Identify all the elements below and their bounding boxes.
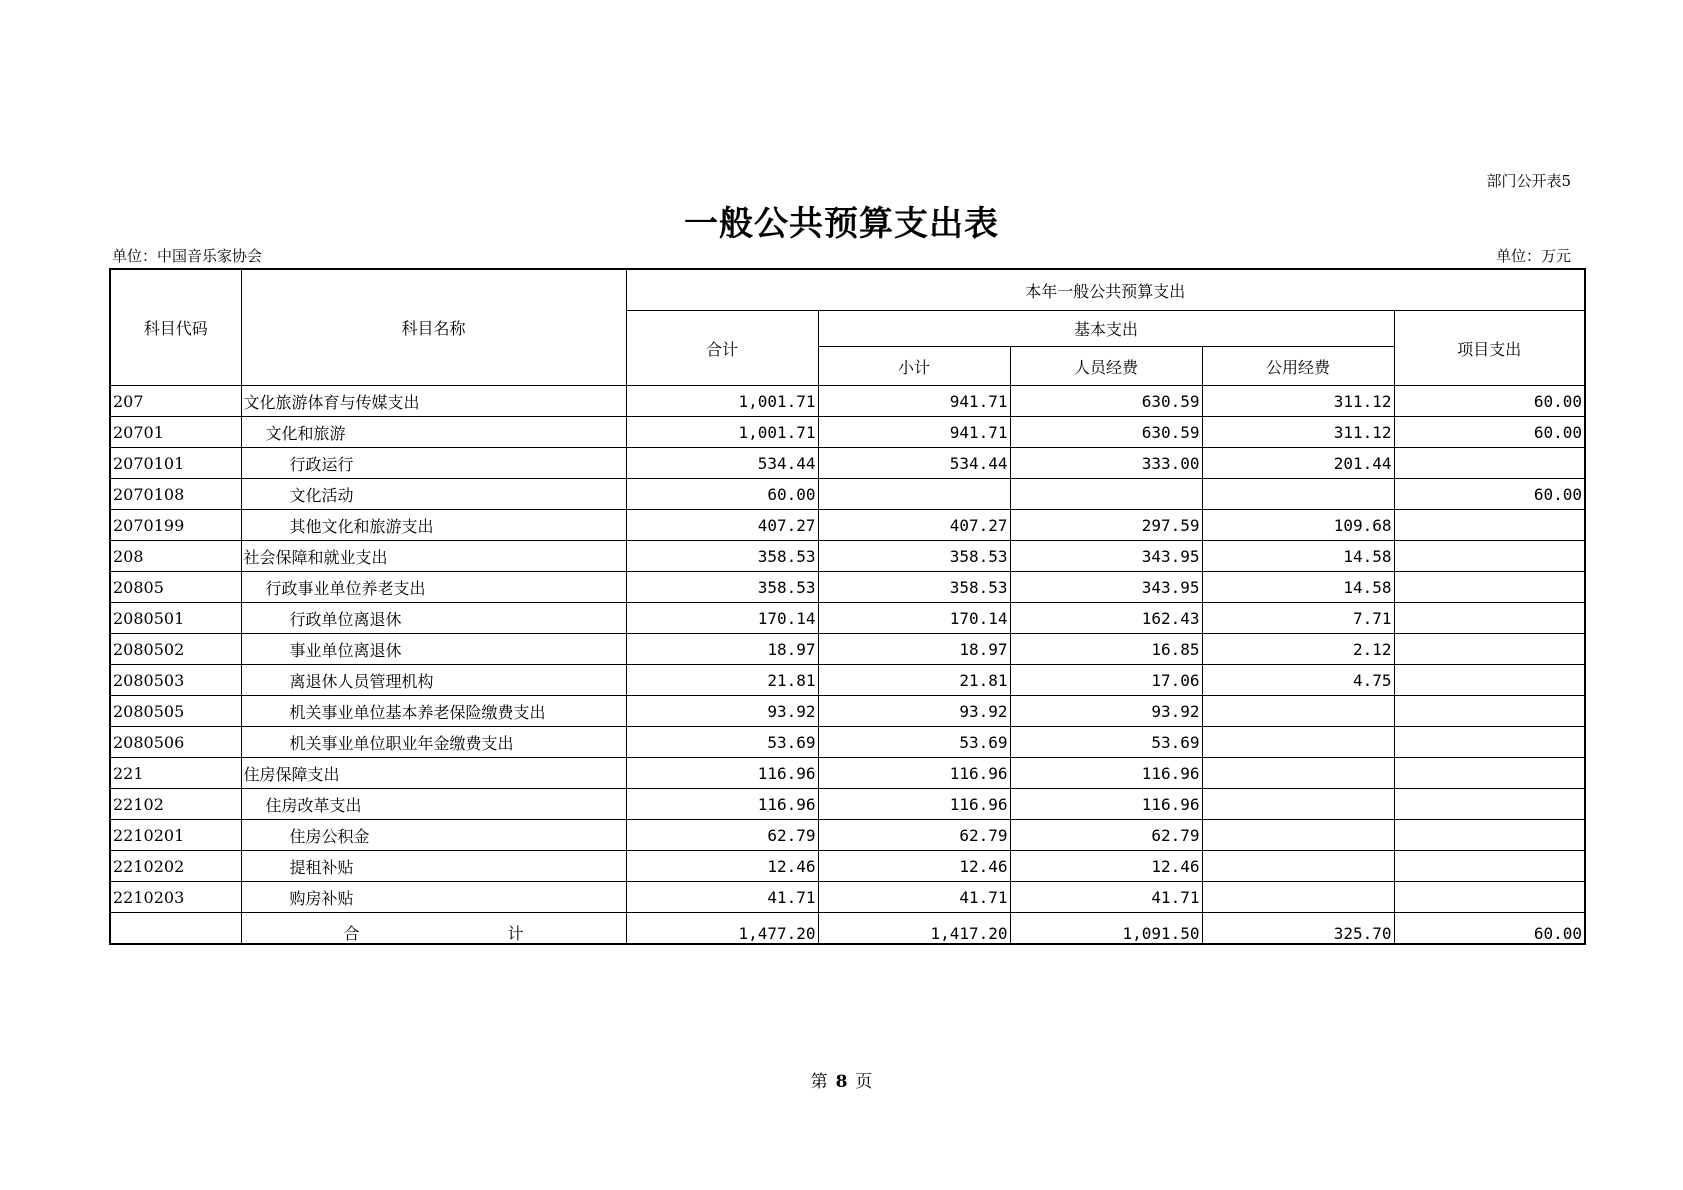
row-project	[1394, 448, 1585, 479]
row-project	[1394, 758, 1585, 789]
row-subtotal: 407.27	[818, 510, 1010, 541]
row-total: 60.00	[626, 479, 818, 510]
row-public	[1202, 727, 1394, 758]
row-subtotal: 41.71	[818, 882, 1010, 913]
row-name: 住房保障支出	[241, 758, 626, 789]
row-subtotal: 941.71	[818, 417, 1010, 448]
row-project	[1394, 510, 1585, 541]
row-name: 文化和旅游	[241, 417, 626, 448]
row-name: 文化旅游体育与传媒支出	[241, 386, 626, 417]
row-personnel: 116.96	[1010, 789, 1202, 820]
total-label-cell	[241, 913, 626, 945]
row-total: 1,001.71	[626, 417, 818, 448]
col-header-code: 科目代码	[110, 269, 241, 386]
row-code: 22102	[110, 789, 241, 820]
total-code-cell	[110, 913, 241, 945]
row-code: 2080502	[110, 634, 241, 665]
row-name: 机关事业单位职业年金缴费支出	[241, 727, 626, 758]
row-name: 购房补贴	[241, 882, 626, 913]
row-name: 行政事业单位养老支出	[241, 572, 626, 603]
total-project: 60.00	[1394, 913, 1585, 945]
row-code: 20805	[110, 572, 241, 603]
row-personnel: 343.95	[1010, 572, 1202, 603]
row-total: 358.53	[626, 541, 818, 572]
row-code: 221	[110, 758, 241, 789]
row-code: 2080505	[110, 696, 241, 727]
table-row	[110, 882, 1585, 913]
row-total: 116.96	[626, 789, 818, 820]
row-project	[1394, 789, 1585, 820]
total-label-left: 合	[343, 924, 360, 943]
table-row	[110, 634, 1585, 665]
row-personnel: 93.92	[1010, 696, 1202, 727]
row-total: 93.92	[626, 696, 818, 727]
row-project	[1394, 541, 1585, 572]
row-project	[1394, 727, 1585, 758]
row-code: 208	[110, 541, 241, 572]
row-personnel: 16.85	[1010, 634, 1202, 665]
row-total: 41.71	[626, 882, 818, 913]
row-project: 60.00	[1394, 386, 1585, 417]
row-subtotal: 62.79	[818, 820, 1010, 851]
row-subtotal: 93.92	[818, 696, 1010, 727]
row-personnel: 17.06	[1010, 665, 1202, 696]
row-name: 提租补贴	[241, 851, 626, 882]
row-total: 116.96	[626, 758, 818, 789]
row-subtotal: 534.44	[818, 448, 1010, 479]
col-header-subtotal: 小计	[818, 347, 1010, 386]
row-total: 534.44	[626, 448, 818, 479]
footer-prefix: 第	[810, 1072, 828, 1092]
row-total: 407.27	[626, 510, 818, 541]
row-code: 207	[110, 386, 241, 417]
total-subtotal: 1,417.20	[818, 913, 1010, 945]
table-row	[110, 851, 1585, 882]
row-public	[1202, 479, 1394, 510]
table-row	[110, 727, 1585, 758]
row-personnel: 630.59	[1010, 417, 1202, 448]
row-personnel: 12.46	[1010, 851, 1202, 882]
row-code: 2210202	[110, 851, 241, 882]
form-number: 部门公开表5	[1486, 172, 1571, 190]
row-code: 2210201	[110, 820, 241, 851]
row-subtotal: 21.81	[818, 665, 1010, 696]
row-personnel: 162.43	[1010, 603, 1202, 634]
page-footer	[0, 1067, 1683, 1092]
row-subtotal: 116.96	[818, 758, 1010, 789]
row-name: 其他文化和旅游支出	[241, 510, 626, 541]
table-row	[110, 541, 1585, 572]
row-total: 170.14	[626, 603, 818, 634]
row-total: 1,001.71	[626, 386, 818, 417]
col-header-total: 合计	[626, 311, 818, 386]
budget-table	[109, 268, 1586, 945]
row-project	[1394, 851, 1585, 882]
row-project	[1394, 696, 1585, 727]
row-name: 机关事业单位基本养老保险缴费支出	[241, 696, 626, 727]
row-total: 62.79	[626, 820, 818, 851]
row-project: 60.00	[1394, 417, 1585, 448]
table-row	[110, 665, 1585, 696]
row-personnel: 630.59	[1010, 386, 1202, 417]
row-personnel: 62.79	[1010, 820, 1202, 851]
row-total: 21.81	[626, 665, 818, 696]
row-name: 社会保障和就业支出	[241, 541, 626, 572]
col-header-group: 本年一般公共预算支出	[626, 269, 1585, 311]
row-public: 14.58	[1202, 541, 1394, 572]
row-project	[1394, 572, 1585, 603]
row-name: 文化活动	[241, 479, 626, 510]
row-public: 7.71	[1202, 603, 1394, 634]
row-subtotal: 941.71	[818, 386, 1010, 417]
row-subtotal: 53.69	[818, 727, 1010, 758]
row-public	[1202, 789, 1394, 820]
total-public: 325.70	[1202, 913, 1394, 945]
page-number: 8	[835, 1072, 848, 1092]
row-code: 2070199	[110, 510, 241, 541]
row-project: 60.00	[1394, 479, 1585, 510]
total-total: 1,477.20	[626, 913, 818, 945]
row-name: 事业单位离退休	[241, 634, 626, 665]
row-code: 2080503	[110, 665, 241, 696]
row-personnel: 333.00	[1010, 448, 1202, 479]
row-name: 住房改革支出	[241, 789, 626, 820]
row-code: 20701	[110, 417, 241, 448]
table-row	[110, 758, 1585, 789]
row-subtotal: 358.53	[818, 541, 1010, 572]
col-header-basic: 基本支出	[818, 311, 1394, 347]
col-header-personnel: 人员经费	[1010, 347, 1202, 386]
row-public	[1202, 696, 1394, 727]
row-personnel: 116.96	[1010, 758, 1202, 789]
table-row	[110, 603, 1585, 634]
unit-organization: 单位：中国音乐家协会	[112, 247, 263, 265]
row-subtotal: 358.53	[818, 572, 1010, 603]
row-personnel: 41.71	[1010, 882, 1202, 913]
table-row	[110, 417, 1585, 448]
table-row	[110, 510, 1585, 541]
row-name: 住房公积金	[241, 820, 626, 851]
table-row	[110, 386, 1585, 417]
row-subtotal: 18.97	[818, 634, 1010, 665]
row-name: 行政单位离退休	[241, 603, 626, 634]
row-name: 行政运行	[241, 448, 626, 479]
row-subtotal: 116.96	[818, 789, 1010, 820]
row-total: 358.53	[626, 572, 818, 603]
row-project	[1394, 603, 1585, 634]
page-title: 一般公共预算支出表	[684, 204, 999, 244]
col-header-public: 公用经费	[1202, 347, 1394, 386]
row-project	[1394, 820, 1585, 851]
total-personnel: 1,091.50	[1010, 913, 1202, 945]
row-public	[1202, 820, 1394, 851]
total-label-right: 计	[507, 924, 524, 943]
row-personnel	[1010, 479, 1202, 510]
row-project	[1394, 634, 1585, 665]
table-row	[110, 479, 1585, 510]
row-name: 离退休人员管理机构	[241, 665, 626, 696]
table-row	[110, 789, 1585, 820]
row-public: 109.68	[1202, 510, 1394, 541]
row-total: 53.69	[626, 727, 818, 758]
row-personnel: 297.59	[1010, 510, 1202, 541]
row-public: 4.75	[1202, 665, 1394, 696]
row-public	[1202, 851, 1394, 882]
row-project	[1394, 665, 1585, 696]
unit-currency: 单位：万元	[1495, 247, 1571, 265]
row-subtotal: 170.14	[818, 603, 1010, 634]
row-public	[1202, 882, 1394, 913]
col-header-name: 科目名称	[241, 269, 626, 386]
total-row	[110, 913, 1585, 945]
row-personnel: 343.95	[1010, 541, 1202, 572]
row-public: 311.12	[1202, 417, 1394, 448]
table-body	[110, 386, 1585, 913]
row-total: 18.97	[626, 634, 818, 665]
row-subtotal	[818, 479, 1010, 510]
footer-suffix: 页	[855, 1072, 873, 1092]
row-code: 2070101	[110, 448, 241, 479]
table-row	[110, 448, 1585, 479]
row-project	[1394, 882, 1585, 913]
row-public: 311.12	[1202, 386, 1394, 417]
row-total: 12.46	[626, 851, 818, 882]
row-personnel: 53.69	[1010, 727, 1202, 758]
row-public: 2.12	[1202, 634, 1394, 665]
row-subtotal: 12.46	[818, 851, 1010, 882]
row-code: 2080501	[110, 603, 241, 634]
row-code: 2080506	[110, 727, 241, 758]
row-public	[1202, 758, 1394, 789]
col-header-project: 项目支出	[1394, 311, 1585, 386]
table-row	[110, 820, 1585, 851]
table-row	[110, 696, 1585, 727]
row-public: 201.44	[1202, 448, 1394, 479]
table-row	[110, 572, 1585, 603]
row-code: 2210203	[110, 882, 241, 913]
row-code: 2070108	[110, 479, 241, 510]
row-public: 14.58	[1202, 572, 1394, 603]
